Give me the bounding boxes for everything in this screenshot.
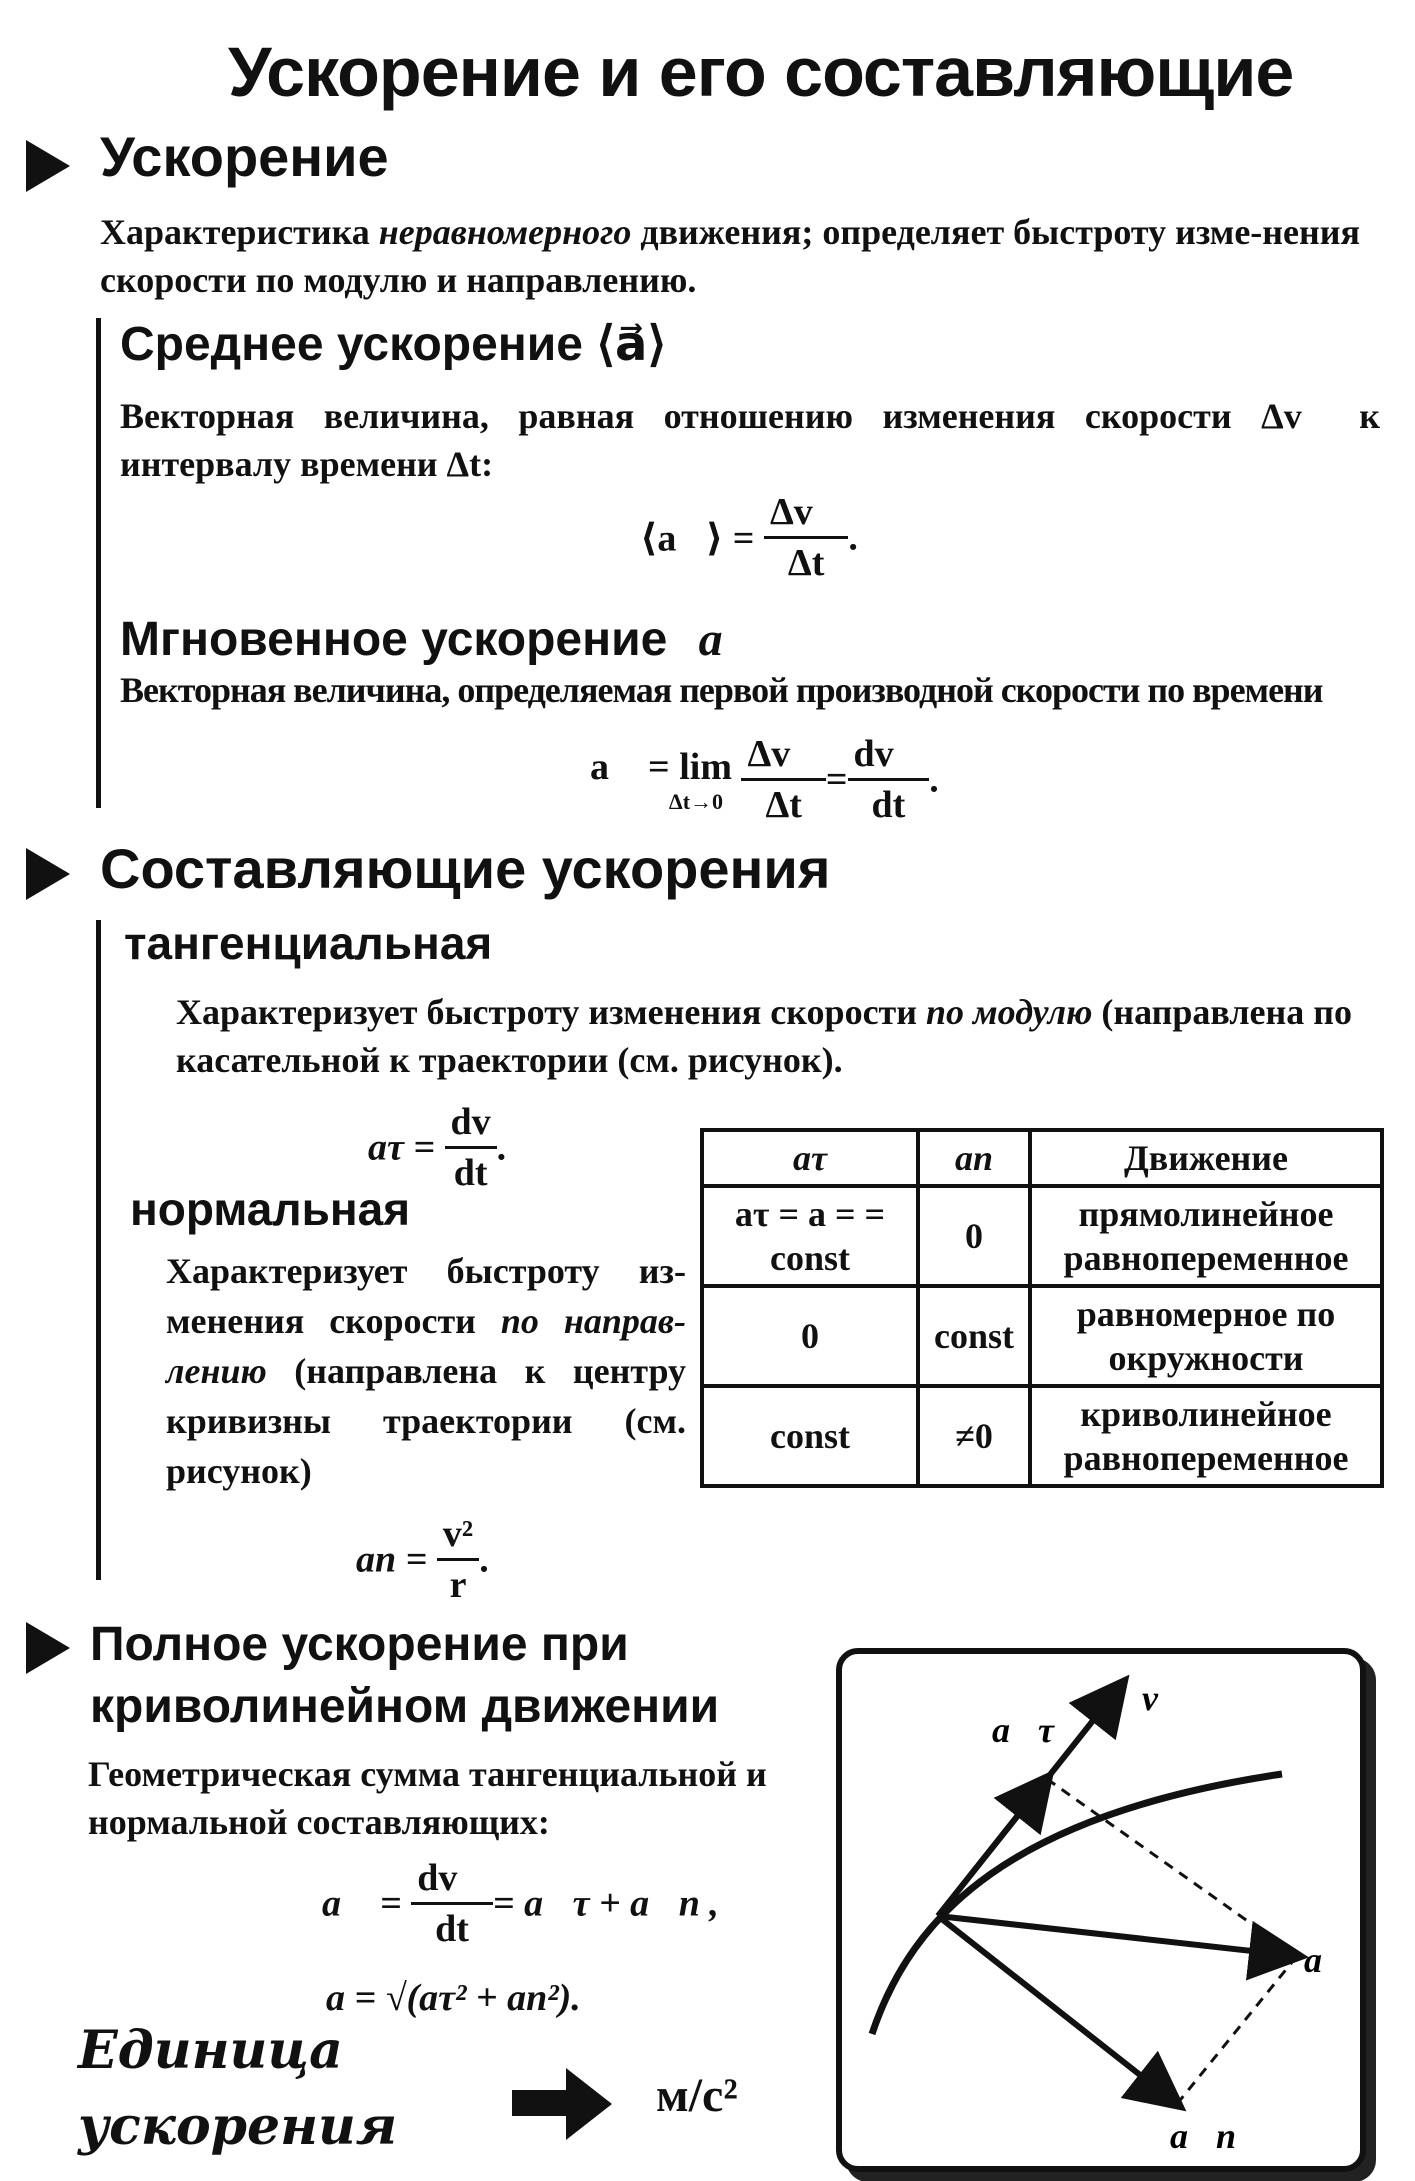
acceleration-vector-figure [836,1648,1366,2172]
table-row [702,1286,1382,1386]
table-header-cell: Движение [1030,1130,1382,1186]
side-bar-2 [96,920,101,1580]
components-table [700,1128,1384,1488]
table-cell: ≠0 [918,1386,1030,1486]
tangential-heading: тангенциальная [124,917,493,969]
table-row [702,1186,1382,1286]
table-header-cell: an [918,1130,1030,1186]
vector-diagram [842,1654,1360,2166]
avg-acceleration-formula: ⟨a⃗⟩ = $\frac{\Delta v⃗}{\Delta t}$ . [640,488,858,587]
inst-acceleration-formula: a⃗ = lim Δt→0 $\frac{\Delta v⃗}{\Delta t}$ = $\frac{dv⃗}{dt}$ . [590,730,939,829]
unit-label-line2: ускорения [78,2096,398,2157]
label-a: a⃗ [1304,1940,1351,1980]
section-heading-components: Составляющие ускорения [100,837,831,900]
table-row [702,1386,1382,1486]
dashed-guide [1177,1956,1297,2104]
label-at: a⃗τ [992,1710,1054,1750]
unit-arrow-icon [566,2068,612,2140]
table-cell: const [918,1286,1030,1386]
side-bar-1 [96,318,101,808]
unit-label-line1: Единица [78,2020,343,2081]
avg-acceleration-text: Векторная величина, равная отношению изменения скорости Δv⃗ к интервалу времени Δt: [120,396,1380,484]
table-cell: 0 [702,1286,918,1386]
section-heading-full-acceleration: Полное ускорение при криволинейном движении [90,1618,720,1733]
table-header-row [702,1130,1382,1186]
section-bullet-icon [26,1622,70,1674]
inst-acceleration-heading: Мгновенное ускорение a⃗ [120,613,760,666]
page-title: Ускорение и его составляющие [228,33,1294,111]
table-header-cell: aτ [702,1130,918,1186]
label-an: a⃗n [1170,2116,1237,2156]
section-bullet-icon [26,140,70,192]
table-cell: прямолинейное равнопеременное [1030,1186,1382,1286]
table-cell: aτ = a = = const [702,1186,918,1286]
full-acceleration-vector [938,1916,1297,1956]
normal-formula: an = $\frac{\text{v²}}{r}$ . [356,1510,489,1609]
normal-acceleration-vector [938,1916,1177,2104]
full-acceleration-formula-vector: a⃗ = $\frac{dv⃗}{dt}$ = a⃗τ + a⃗n , [322,1854,719,1953]
table-cell: равномерное по окружности [1030,1286,1382,1386]
label-v: v⃗ [1142,1678,1186,1718]
section-bullet-icon [26,848,70,900]
table-cell: 0 [918,1186,1030,1286]
table-cell: const [702,1386,918,1486]
trajectory-curve [872,1774,1282,2034]
avg-acceleration-heading: Среднее ускорение ⟨a⃗⟩ [120,318,667,371]
section-heading-acceleration: Ускорение [100,125,389,188]
tangential-text: Характеризует быстроту изменения скорости по модулю (направлена по касательной к траектории (см. рисунок). [176,992,1352,1080]
acceleration-definition: Характеристика неравномерного движения; определяет быстроту изме-нения скорости по модулю и направлению. [100,212,1360,300]
normal-heading: нормальная [130,1183,411,1235]
inst-acceleration-text: Векторная величина, определяемая первой производной скорости по времени [120,670,1323,710]
table-cell: криволинейное равнопеременное [1030,1386,1382,1486]
normal-text: Характеризует быстроту из-менения скорости по направ-лению (направлена к центру кривизны траектории (см. рисунок) [166,1251,686,1491]
full-acceleration-formula-magnitude: a = √(aτ² + an²). [326,1977,581,2019]
unit-arrow-shaft [512,2090,572,2116]
full-acceleration-text: Геометрическая сумма тангенциальной и нормальной составляющих: [88,1754,767,1842]
unit-value: м/с² [656,2069,738,2122]
tangential-formula: aτ = $\frac{dv}{dt}$ . [368,1098,506,1197]
